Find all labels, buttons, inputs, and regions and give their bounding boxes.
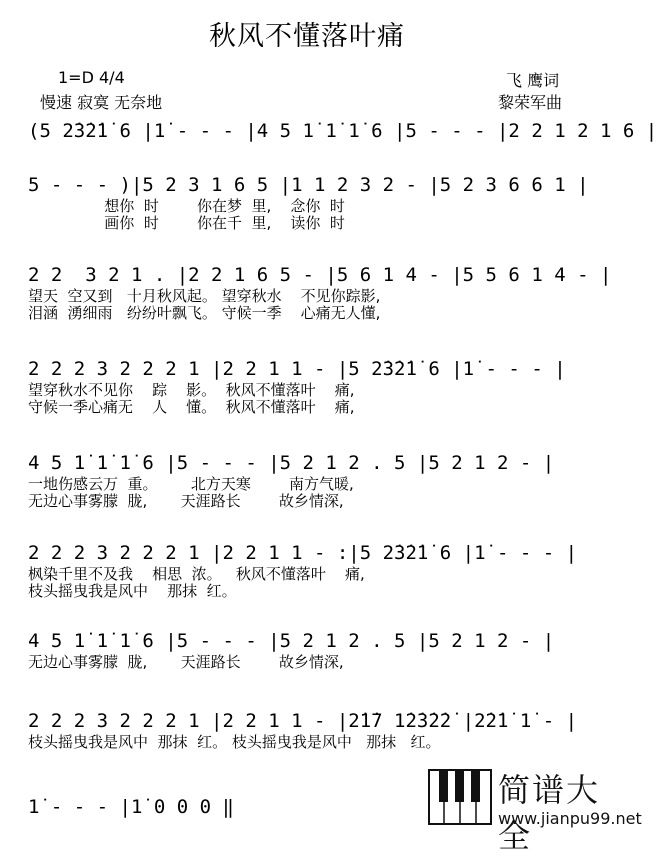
system-7: [28, 628, 598, 671]
notation-line: 4 5 1̇ 1̇ 1̇ 6 |5 - - - |5 2 1 2 . 5 |5 2 1 2 - |: [28, 452, 555, 474]
lyric-line-1: 一地伤感云万 重。 北方天寒 南方气暖,: [28, 475, 354, 493]
lyric-line-2: 画你 时 你在千 里, 读你 时: [28, 214, 345, 232]
notation-line: 4 5 1̇ 1̇ 1̇ 6 |5 - - - |5 2 1 2 . 5 |5 2 1 2 - |: [28, 630, 555, 652]
notation-line: 5 - - - )|5 2 3 1 6 5 |1 1 2 3 2 - |5 2 3 6 6 1 |: [28, 174, 589, 196]
system-8: [28, 708, 598, 751]
system-2: [28, 172, 598, 232]
watermark: [428, 763, 642, 855]
lyric-line-1: 想你 时 你在梦 里, 念你 时: [28, 197, 345, 215]
notation-line: 2 2 2 3 2 2 2 1 |2 2 1 1 - :|5 2̇3̇2̇1̇ 6 |1̇ - - - |: [28, 542, 578, 564]
lyric-line-2: 枝头摇曳我是风中 那抹 红。: [28, 582, 237, 600]
lyric-line-1: 望穿秋水不见你 踪 影。 秋风不懂落叶 痛,: [28, 381, 355, 399]
lyric-line-2: 守候一季心痛无 人 懂。 秋风不懂落叶 痛,: [28, 398, 355, 416]
piano-keys-icon: [428, 769, 492, 825]
lyric-line-1: 无边心事雾朦 胧, 天涯路长 故乡情深,: [28, 653, 344, 671]
tempo-mood: 慢速 寂寞 无奈地: [40, 93, 163, 112]
notation-line: 2 2 2 3 2 2 2 1 |2 2 1 1 - |5 2̇3̇2̇1̇ 6 |1̇ - - - |: [28, 358, 566, 380]
composer: 黎荣军曲: [498, 93, 563, 112]
song-title: 秋风不懂落叶痛: [209, 21, 405, 52]
system-6: [28, 540, 598, 600]
system-1: [28, 118, 657, 144]
notation-line: (5 2̇3̇2̇1̇ 6 |1̇ - - - |4 5 1̇ 1̇ 1̇ 6 |5 - - - |2 2 1 2 1 6 |: [28, 120, 657, 142]
lyric-line-2: 泪涵 湧细雨 纷纷叶飘飞。 守候一季 心痛无人懂,: [28, 304, 381, 322]
notation-line: 2 2 3 2 1 . |2 2 1 6 5 - |5 6 1 4 - |5 5 6 1 4 - |: [28, 264, 612, 286]
system-5: [28, 450, 598, 510]
lyric-line-1: 枫染千里不及我 相思 浓。 秋风不懂落叶 痛,: [28, 565, 365, 583]
lyric-line-1: 望天 空又到 十月秋风起。 望穿秋水 不见你踪影,: [28, 287, 381, 305]
notation-line: 1̇ - - - |1̇ 0 0 0 ‖: [28, 796, 234, 818]
watermark-brand: 简谱大全: [498, 771, 601, 855]
watermark-url: www.jianpu99.net: [498, 809, 642, 828]
lyricist: 飞 鹰词: [506, 71, 560, 90]
system-3: [28, 262, 612, 322]
lyric-line-1: 枝头摇曳我是风中 那抹 红。 枝头摇曳我是风中 那抹 红。: [28, 733, 441, 751]
key-signature: 1=D 4/4: [58, 68, 125, 87]
notation-line: 2 2 2 3 2 2 2 1 |2 2 1 1 - |2̇1̇7 1̇2̇3̇2̇2̇ |2̇2̇1̇ 1̇ - |: [28, 710, 578, 732]
lyric-line-2: 无边心事雾朦 胧, 天涯路长 故乡情深,: [28, 492, 344, 510]
system-4: [28, 356, 598, 416]
